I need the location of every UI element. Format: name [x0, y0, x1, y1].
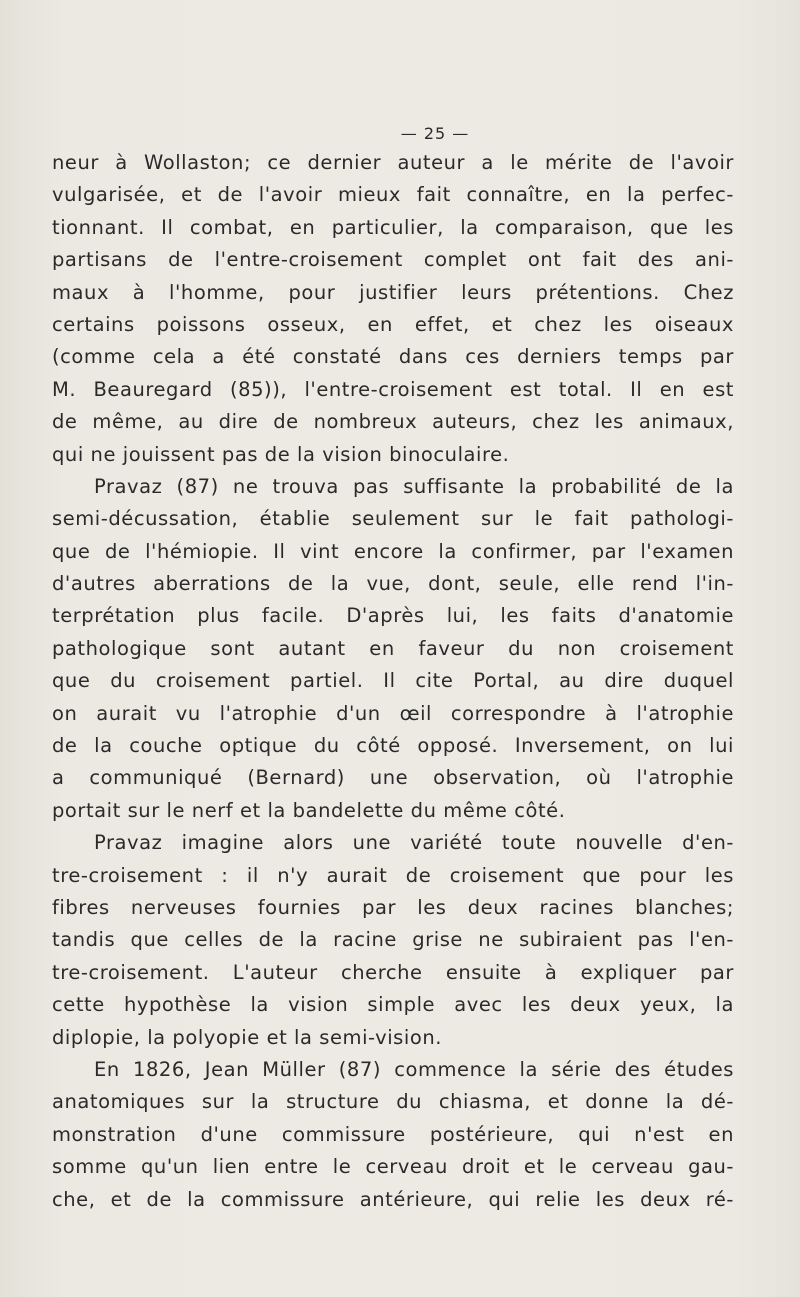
paragraph-start-line: En 1826, Jean Müller (87) commence la série des études — [94, 1057, 734, 1081]
text-line: anatomiques sur la structure du chiasma, et donne la dé- — [52, 1090, 734, 1114]
text-line: on aurait vu l'atrophie d'un œil correspondre à l'atrophie — [52, 701, 734, 725]
text-line: fibres nerveuses fournies par les deux racines blanches; — [52, 895, 734, 919]
text-line: monstration d'une commissure postérieure, qui n'est en — [52, 1122, 734, 1146]
paragraph-start-line: Pravaz (87) ne trouva pas suffisante la probabilité de la — [94, 474, 734, 498]
text-line: che, et de la commissure antérieure, qui relie les deux ré- — [52, 1187, 734, 1211]
text-line: tandis que celles de la racine grise ne subiraient pas l'en- — [52, 928, 734, 952]
text-line: (comme cela a été constaté dans ces derniers temps par — [52, 345, 734, 369]
text-line: somme qu'un lien entre le cerveau droit et le cerveau gau- — [52, 1155, 734, 1179]
text-line: terprétation plus facile. D'après lui, les faits d'anatomie — [52, 604, 734, 628]
text-line: que du croisement partiel. Il cite Portal, au dire duquel — [52, 669, 734, 693]
text-line: semi-décussation, établie seulement sur le fait pathologi- — [52, 507, 734, 531]
text-line: cette hypothèse la vision simple avec les deux yeux, la — [52, 993, 734, 1017]
text-line: M. Beauregard (85)), l'entre-croisement est total. Il en est — [52, 377, 734, 401]
body-text — [52, 147, 734, 1216]
text-line: partisans de l'entre-croisement complet ont fait des ani- — [52, 248, 734, 272]
text-line: tre-croisement : il n'y aurait de croisement que pour les — [52, 863, 734, 887]
text-line: portait sur le nerf et la bandelette du même côté. — [52, 798, 566, 822]
text-line: qui ne jouissent pas de la vision binoculaire. — [52, 442, 510, 466]
text-line: tionnant. Il combat, en particulier, la comparaison, que les — [52, 215, 734, 239]
text-line: que de l'hémiopie. Il vint encore la confirmer, par l'examen — [52, 539, 734, 563]
text-line: tre-croisement. L'auteur cherche ensuite à expliquer par — [52, 960, 734, 984]
paragraph-start-line: Pravaz imagine alors une variété toute nouvelle d'en- — [94, 831, 734, 855]
text-line: pathologique sont autant en faveur du non croisement — [52, 636, 734, 660]
text-line: vulgarisée, et de l'avoir mieux fait connaître, en la perfec- — [52, 183, 734, 207]
text-line: neur à Wollaston; ce dernier auteur a le mérite de l'avoir — [52, 151, 734, 174]
text-line: maux à l'homme, pour justifier leurs prétentions. Chez — [52, 280, 734, 304]
text-line: certains poissons osseux, en effet, et chez les oiseaux — [52, 312, 734, 336]
page-number-text: — 25 — — [400, 124, 470, 143]
text-line: a communiqué (Bernard) une observation, où l'atrophie — [52, 766, 734, 790]
text-line: de même, au dire de nombreux auteurs, chez les animaux, — [52, 410, 734, 434]
text-line: d'autres aberrations de la vue, dont, seule, elle rend l'in- — [52, 572, 734, 596]
text-line: diplopie, la polyopie et la semi-vision. — [52, 1025, 442, 1049]
text-line: de la couche optique du côté opposé. Inversement, on lui — [52, 734, 734, 758]
page-number — [0, 124, 800, 143]
